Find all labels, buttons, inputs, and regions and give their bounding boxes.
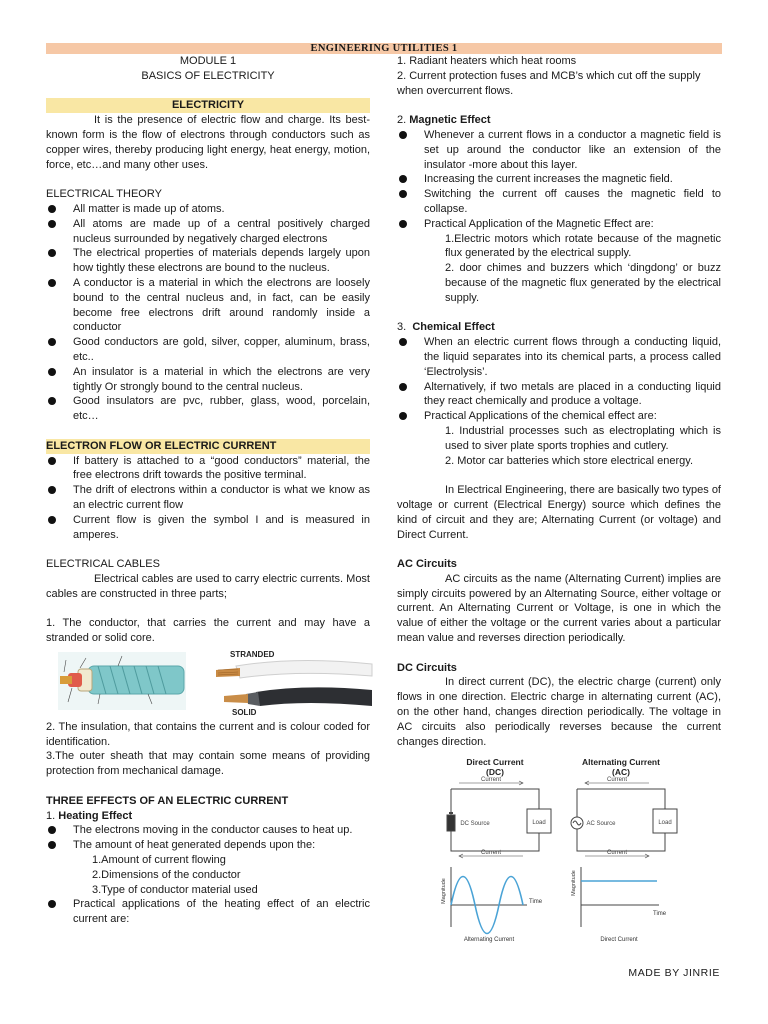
ac-title: Alternating Current — [582, 757, 660, 768]
current-label: Current — [480, 850, 502, 857]
dc-circuits-heading: DC Circuits — [397, 661, 457, 674]
list-item: Good insulators are pvc, rubber, glass, wood, porcelain, etc… — [46, 394, 370, 424]
bullet-icon — [48, 205, 56, 213]
bullet-icon — [48, 220, 56, 228]
chemical-app-item: 2. Motor car batteries which store electrical energy. — [445, 454, 694, 467]
ac-circuits-text: AC circuits as the name (Alternating Current) implies are simply circuits powered by an Alternating Source, either voltage or current. An Alternating Current or Voltage, is one in which the value of either the voltage or the current varies about a particular mean value and reverses direction periodically. — [397, 572, 721, 645]
module-title: BASICS OF ELECTRICITY — [141, 69, 275, 82]
list-item: A conductor is a material in which the electrons are loosely bound to the central nucleus and, in fact, can be easily become free electrons drift around randomly inside a conductor — [46, 276, 370, 335]
list-item: If battery is attached to a “good conductors” material, the free electrons drift towards the positive terminal. — [46, 454, 370, 484]
dc-caption: Direct Current — [600, 937, 638, 944]
magnetic-effect-heading: 2. Magnetic Effect — [397, 114, 491, 127]
list-item: Whenever a current flows in a conductor a magnetic field is set up around the conductor like an extension of the insulator -more about this layer. — [397, 128, 721, 172]
electrical-theory-heading: ELECTRICAL THEORY — [46, 188, 162, 201]
ac-circuits-heading: AC Circuits — [397, 558, 457, 571]
current-label: Current — [480, 777, 502, 784]
heating-list — [46, 823, 370, 853]
bullet-icon — [48, 900, 56, 908]
heating-apps-list — [46, 897, 370, 927]
solid-label: SOLID — [232, 707, 257, 716]
bullet-icon — [399, 412, 407, 420]
bullet-icon — [48, 826, 56, 834]
magnetic-list — [397, 128, 721, 232]
bullet-icon — [48, 516, 56, 524]
heating-factor: 1.Amount of current flowing — [92, 854, 226, 867]
bullet-icon — [399, 175, 407, 183]
ac-dc-circuit-diagram — [431, 755, 691, 951]
module-number: MODULE 1 — [179, 55, 237, 67]
circuit-types-text: In Electrical Engineering, there are basically two types of voltage or current (Electrical Energy) source which defines the kind of circuit and they are; Alternating Current (or voltage) and Direct Current. — [397, 484, 721, 541]
cable-part-conductor: 1. The conductor, that carries the current and may have a stranded or solid core. — [46, 617, 370, 645]
dc-subtitle: (DC) — [486, 767, 504, 778]
load-label: Load — [658, 820, 672, 827]
list-item: All atoms are made up of a central positively charged nucleus surrounded by negatively charged electrons — [46, 217, 370, 247]
list-item: Practical Applications of the chemical effect are: — [397, 409, 721, 424]
dc-source-label: DC Source — [460, 821, 490, 828]
cable-part-sheath: 3.The outer sheath that may contain some means of providing protection from mechanical damage. — [46, 750, 370, 778]
cable-cross-section-image — [58, 652, 186, 710]
list-item: Practical applications of the heating effect of an electric current are: — [46, 897, 370, 927]
current-label: Current — [606, 850, 628, 857]
stranded-label: STRANDED — [230, 649, 275, 659]
time-axis-label: Time — [653, 911, 667, 918]
dc-title: Direct Current — [466, 757, 524, 768]
cable-part-insulation: 2. The insulation, that contains the current and is colour coded for identification. — [46, 720, 370, 748]
heating-factor: 3.Type of conductor material used — [92, 883, 258, 896]
cable-images — [46, 646, 370, 720]
bullet-icon — [48, 249, 56, 257]
list-item: The amount of heat generated depends upon the: — [46, 838, 370, 853]
electricity-definition: It is the presence of electric flow and charge. Its best-known form is the flow of electrons through conductors such as copper wires, thereby producing light energy, heat energy, motion, force, etc…and many other uses. — [46, 114, 370, 171]
bullet-icon — [48, 397, 56, 405]
chemical-app-item: 1. Industrial processes such as electroplating which is used to siver plate sports trophies and cutlery. — [445, 424, 721, 452]
electrical-cables-heading: ELECTRICAL CABLES — [46, 558, 160, 571]
list-item: The electrical properties of materials depends largely upon how tightly these electrons are bound to the nucleus. — [46, 246, 370, 276]
document-header: ENGINEERING UTILITIES 1 — [46, 43, 722, 54]
theory-list — [46, 202, 370, 424]
heating-effect-heading: 1. Heating Effect — [46, 809, 133, 822]
list-item: All matter is made up of atoms. — [46, 202, 370, 217]
chemical-list — [397, 335, 721, 424]
flow-list — [46, 454, 370, 543]
ac-subtitle: (AC) — [612, 767, 630, 778]
dc-waveform-plot — [571, 867, 667, 943]
electricity-heading: ELECTRICITY — [46, 98, 370, 113]
ac-caption: Alternating Current — [463, 937, 515, 944]
left-column — [46, 54, 370, 927]
chemical-effect-heading: 3. Chemical Effect — [397, 321, 495, 334]
list-item: Good conductors are gold, silver, copper, aluminum, brass, etc.. — [46, 335, 370, 365]
ac-source-label: AC Source — [586, 821, 616, 828]
bullet-icon — [399, 383, 407, 391]
cables-intro: Electrical cables are used to carry electric currents. Most cables are constructed in three parts; — [46, 572, 370, 600]
magnetic-app-item: 2. door chimes and buzzers which ‘dingdong’ or buzz because of the magnetic flux generated by the electrical supply. — [445, 262, 721, 304]
bullet-icon — [399, 190, 407, 198]
list-item: Increasing the current increases the magnetic field. — [397, 172, 721, 187]
bullet-icon — [399, 338, 407, 346]
current-label: Current — [606, 777, 628, 784]
heating-app-item: 1. Radiant heaters which heat rooms — [397, 55, 577, 67]
bullet-icon — [399, 131, 407, 139]
list-item: An insulator is a material in which the electrons are very tightly Or strongly bound to the central nucleus. — [46, 365, 370, 395]
bullet-icon — [48, 279, 56, 287]
heating-app-item: 2. Current protection fuses and MCB’s which cut off the supply when overcurrent flows. — [397, 69, 701, 97]
list-item: Alternatively, if two metals are placed in a conducting liquid they react chemically and produce a voltage. — [397, 380, 721, 410]
bullet-icon — [48, 368, 56, 376]
bullet-icon — [48, 338, 56, 346]
list-item: Current flow is given the symbol I and is measured in amperes. — [46, 513, 370, 543]
list-item: The electrons moving in the conductor causes to heat up. — [46, 823, 370, 838]
bullet-icon — [48, 841, 56, 849]
three-effects-heading: THREE EFFECTS OF AN ELECTRIC CURRENT — [46, 794, 289, 807]
stranded-solid-wire-image — [196, 646, 374, 716]
bullet-icon — [399, 220, 407, 228]
time-axis-label: Time — [529, 899, 543, 906]
dc-circuits-text: In direct current (DC), the electric charge (current) only flows in one direction. Electric charge in alternating current (AC), on the other hand, changes direction periodically. The voltage in AC circuits also periodically reverses because the current changes direction. — [397, 676, 721, 748]
list-item: Practical Application of the Magnetic Effect are: — [397, 217, 721, 232]
magnitude-axis-label: Magnitude — [441, 878, 447, 905]
list-item: The drift of electrons within a conductor is what we know as an electric current flow — [46, 483, 370, 513]
list-item: When an electric current flows through a conducting liquid, the liquid separates into its chemical parts, a process called ‘Electrolysis’. — [397, 335, 721, 379]
magnitude-axis-label: Magnitude — [571, 870, 577, 897]
list-item: Switching the current off causes the magnetic field to collapse. — [397, 187, 721, 217]
electron-flow-heading: ELECTRON FLOW OR ELECTRIC CURRENT — [46, 439, 370, 454]
ac-waveform-plot — [441, 867, 543, 943]
bullet-icon — [48, 457, 56, 465]
load-label: Load — [532, 820, 546, 827]
right-column — [397, 54, 721, 951]
magnetic-app-item: 1.Electric motors which rotate because of the magnetic flux generated by the electrical supply. — [445, 232, 721, 260]
heating-factor: 2.Dimensions of the conductor — [92, 868, 241, 881]
bullet-icon — [48, 486, 56, 494]
footer-credit: MADE BY JINRIE — [628, 967, 720, 979]
